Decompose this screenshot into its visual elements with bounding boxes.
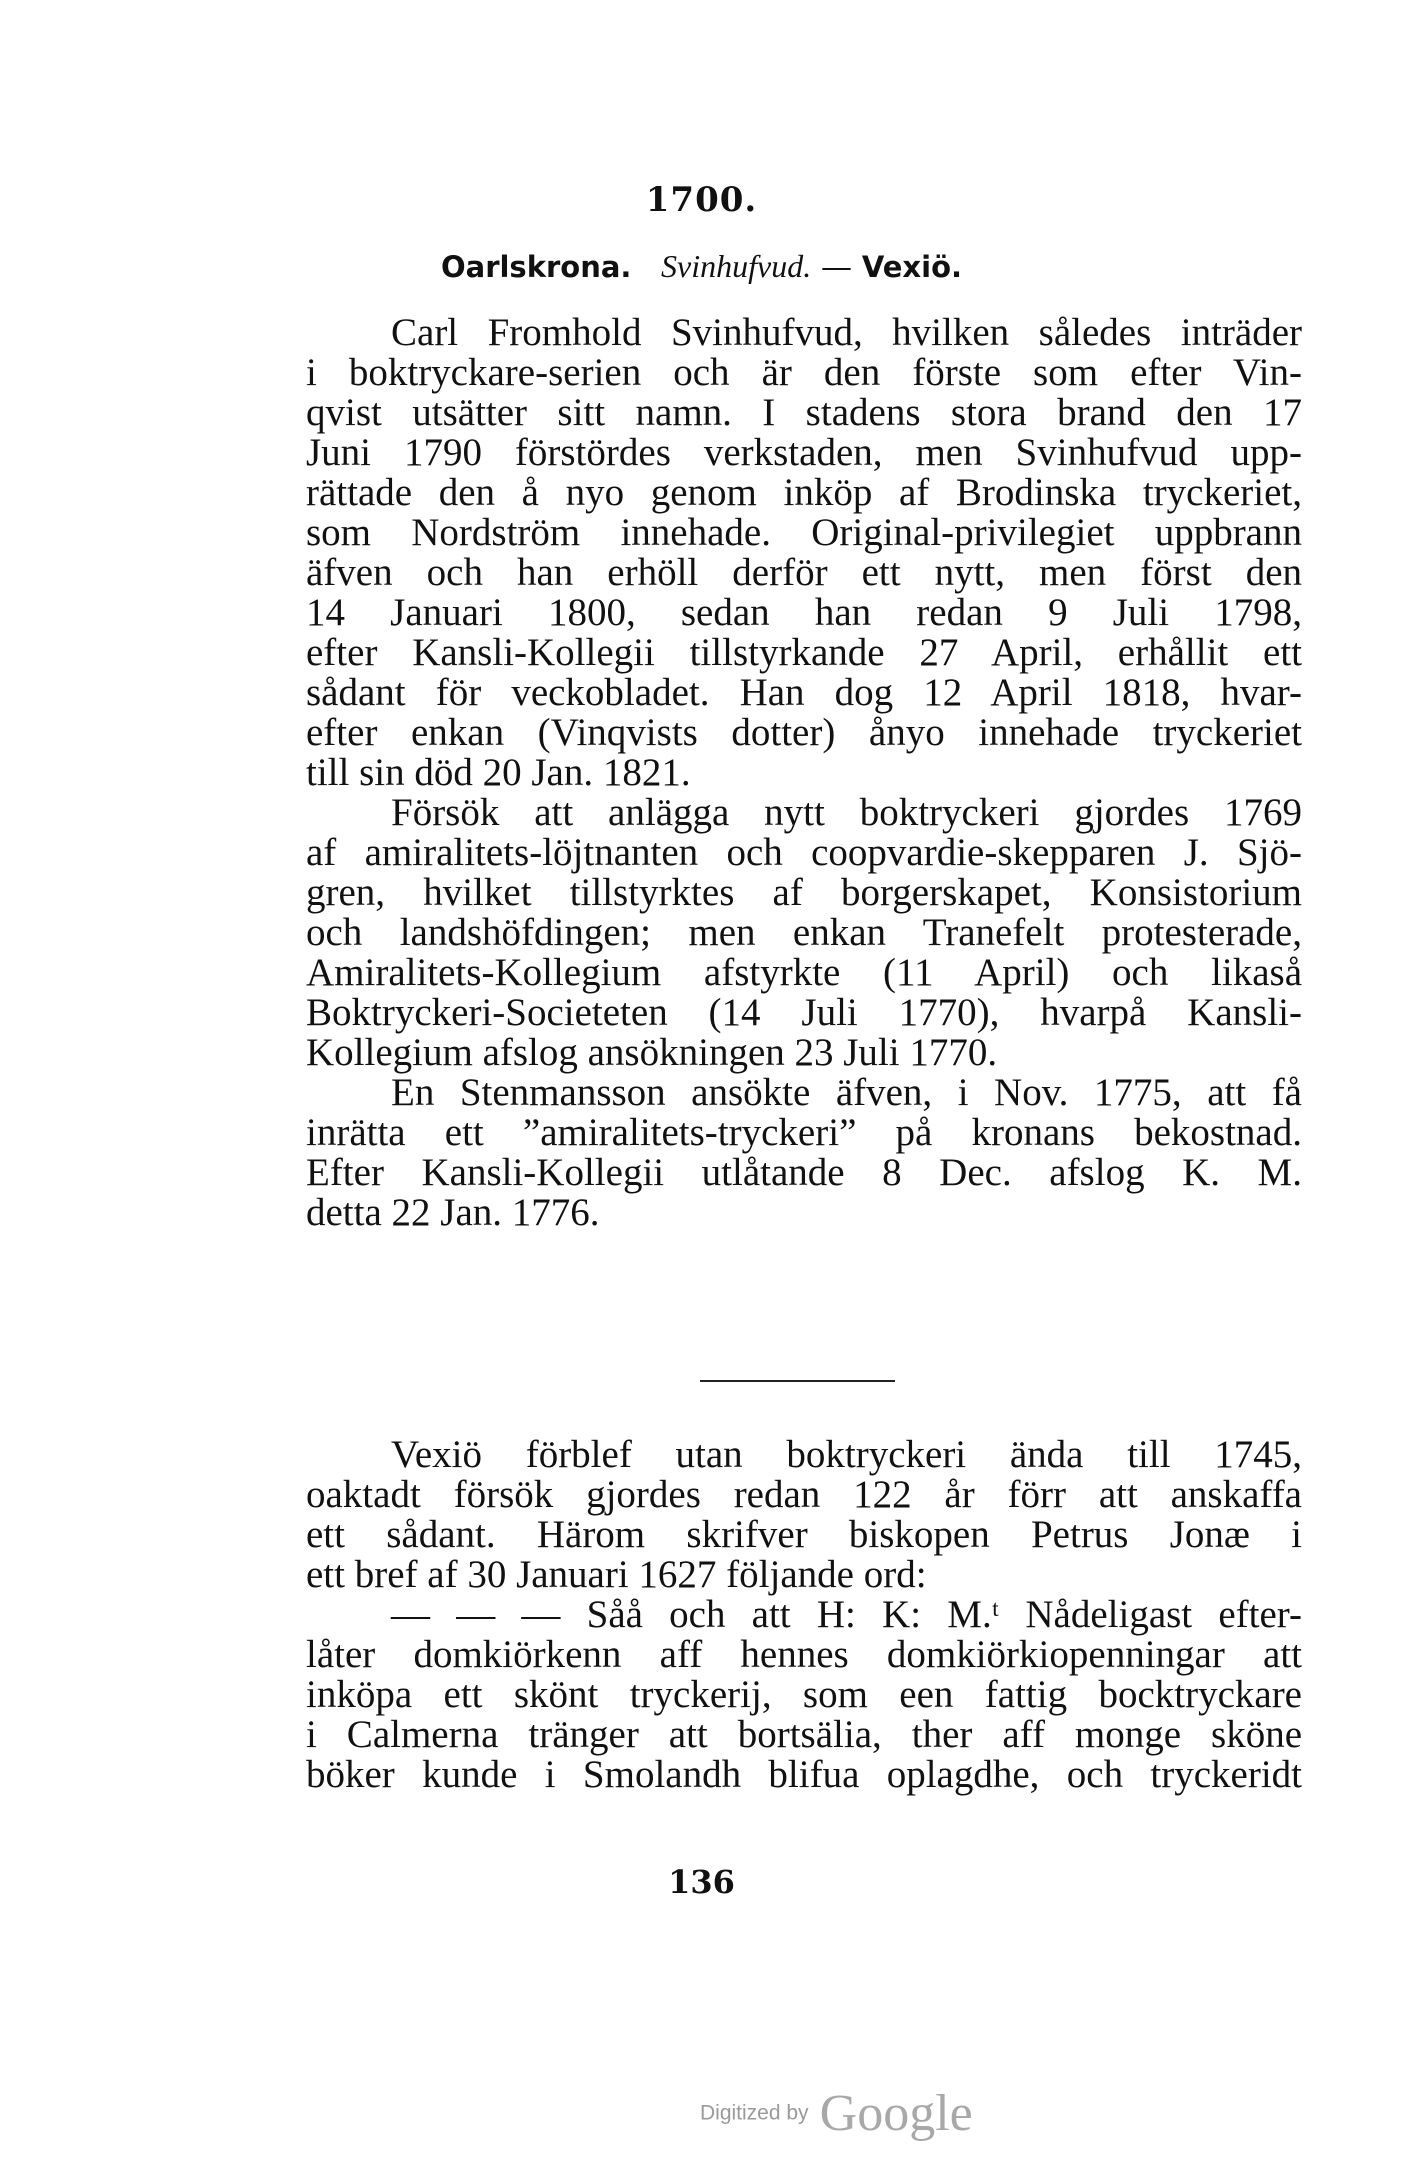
paragraph-vexio [306, 1435, 1302, 1795]
running-header [0, 248, 1403, 285]
text-line: i Calmerna tränger att bortsälia, ther aff monge sköne [306, 1713, 1302, 1756]
text-line: ett bref af 30 Januari 1627 följande ord: [306, 1553, 927, 1596]
header-dash: — [821, 249, 853, 285]
digitized-watermark [700, 2084, 973, 2143]
section-divider [700, 1380, 895, 1382]
text-line: äfven och han erhöll derför ett nytt, men först den [306, 551, 1302, 594]
text-line: efter enkan (Vinqvists dotter) ånyo innehade tryckeriet [306, 711, 1302, 754]
place-karlskrona: Oarlskrona. [440, 250, 632, 284]
text-line: Efter Kansli-Kollegii utlåtande 8 Dec. afslog K. M. [306, 1151, 1302, 1194]
text-line: af amiralitets-löjtnanten och coopvardie-skepparen J. Sjö- [306, 831, 1302, 874]
paragraph-svinhufvud [306, 313, 1302, 793]
printer-svinhufvud: Svinhufvud. [661, 248, 812, 284]
paragraph-forsok [306, 793, 1302, 1233]
text-line: som Nordström innehade. Original-privilegiet uppbrann [306, 511, 1302, 554]
text-line: oaktadt försök gjordes redan 122 år förr att anskaffa [306, 1473, 1302, 1516]
text-line: Försök att anlägga nytt boktryckeri gjordes 1769 [391, 791, 1302, 834]
text-line: i boktryckare-serien och är den förste som efter Vin- [306, 351, 1302, 394]
text-line: böker kunde i Smolandh blifua oplagdhe, och tryckeridt [306, 1753, 1302, 1796]
text-line: låter domkiörkenn aff hennes domkiörkiopenningar att [306, 1633, 1302, 1676]
text-line: inköpa ett skönt tryckerij, som een fattig bocktryckare [306, 1673, 1302, 1716]
text-line: detta 22 Jan. 1776. [306, 1191, 600, 1234]
text-line: gren, hvilket tillstyrktes af borgerskapet, Konsistorium [306, 871, 1302, 914]
text-line: Carl Fromhold Svinhufvud, hvilken således inträder [391, 311, 1302, 354]
text-line: qvist utsätter sitt namn. I stadens stora brand den 17 [306, 391, 1302, 434]
text-line: Amiralitets-Kollegium afstyrkte (11 April) och likaså [306, 951, 1302, 994]
text-line: En Stenmansson ansökte äfven, i Nov. 1775, att få [391, 1071, 1302, 1114]
text-line: inrätta ett ”amiralitets-tryckeri” på kronans bekostnad. [306, 1111, 1302, 1154]
digitized-by-text: Digitized by [700, 2101, 809, 2125]
text-line: — — — Såå och att H: K: M.ᵗ Nådeligast efter- [391, 1593, 1302, 1636]
text-line: ett sådant. Härom skrifver biskopen Petrus Jonæ i [306, 1513, 1302, 1556]
text-line: Vexiö förblef utan boktryckeri ända till 1745, [391, 1433, 1302, 1476]
text-line: till sin död 20 Jan. 1821. [306, 751, 691, 794]
text-line: rättade den å nyo genom inköp af Brodinska tryckeriet, [306, 471, 1302, 514]
page-number: 136 [668, 1863, 735, 1901]
text-line: Boktryckeri-Societeten (14 Juli 1770), hvarpå Kansli- [306, 991, 1302, 1034]
google-logo: Google [819, 2085, 973, 2142]
page-year-heading: 1700. [645, 180, 758, 220]
place-vexio: Vexiö. [861, 250, 963, 284]
text-line: Juni 1790 förstördes verkstaden, men Svinhufvud upp- [306, 431, 1302, 474]
text-line: Kollegium afslog ansökningen 23 Juli 1770. [306, 1031, 998, 1074]
text-line: efter Kansli-Kollegii tillstyrkande 27 April, erhållit ett [306, 631, 1302, 674]
text-line: 14 Januari 1800, sedan han redan 9 Juli 1798, [306, 591, 1302, 634]
text-line: och landshöfdingen; men enkan Tranefelt protesterade, [306, 911, 1302, 954]
text-line: sådant för veckobladet. Han dog 12 April 1818, hvar- [306, 671, 1302, 714]
